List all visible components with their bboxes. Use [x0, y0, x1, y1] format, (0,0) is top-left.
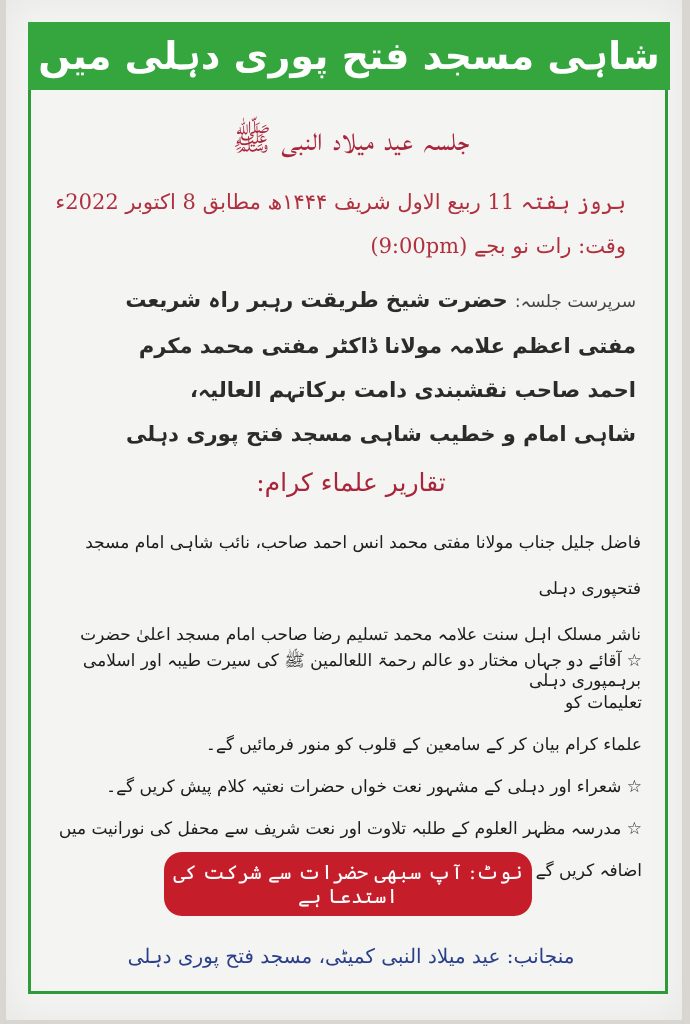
point-1-text: آقائے دو جہاں مختار دو عالم رحمۃ اللعالمین ﷺ کی سیرت طیبہ اور اسلامی تعلیمات کو: [82, 651, 642, 713]
star-icon: ☆: [626, 651, 642, 671]
event-title: جلسہ عید میلاد النبی ﷺ: [232, 120, 470, 158]
star-icon: ☆: [626, 777, 642, 797]
patron-line-3: احمد صاحب نقشبندی دامت برکاتہم العالیہ،: [189, 378, 636, 402]
poster: [6, 0, 682, 1020]
patron-line-1: [56, 278, 636, 324]
point-1: [52, 640, 642, 724]
star-icon: ☆: [626, 819, 642, 839]
talks-heading: تقاریر علماء کرام:: [256, 468, 446, 497]
event-date: بروز ہفتہ 11 ربیع الاول شریف ۱۴۴۴ھ مطابق 8 اکتوبر 2022ء: [55, 190, 626, 214]
patron-label: سرپرست جلسہ:: [514, 292, 636, 312]
header-banner: شاہی مسجد فتح پوری دہلی میں: [28, 22, 670, 90]
organizer-footer: منجانب: عید میلاد النبی کمیٹی، مسجد فتح پوری دہلی: [127, 944, 575, 968]
point-3: [52, 766, 642, 808]
point-3-text: شعراء اور دہلی کے مشہور نعت خواں حضرات نعتیہ کلام پیش کریں گے۔: [106, 777, 622, 797]
point-2: علماء کرام بیان کر کے سامعین کے قلوب کو منور فرمائیں گے۔: [205, 735, 642, 755]
event-time: وقت: رات نو بجے (9:00pm): [370, 234, 626, 258]
point-4-text: مدرسہ مظہر العلوم کے طلبہ تلاوت اور نعت شریف سے محفل کی نورانیت میں اضافہ کریں گے: [58, 819, 642, 881]
patron-line-4: شاہی امام و خطیب شاہی مسجد فتح پوری دہلی: [126, 422, 636, 446]
patron-line-2: مفتی اعظم علامہ مولانا ڈاکٹر مفتی محمد مکرم: [138, 334, 636, 358]
note-badge: نوٹ: آپ سبھی حضرات سے شرکت کی استدعا ہے: [164, 852, 532, 916]
patron-block: [56, 278, 636, 456]
speaker-2: ناشر مسلک اہل سنت علامہ محمد تسلیم رضا صاحب امام مسجد اعلیٰ حضرت برہمپوری دہلی: [80, 625, 641, 691]
speaker-1: فاضل جلیل جناب مولانا مفتی محمد انس احمد صاحب، نائب شاہی امام مسجد فتحپوری دہلی: [85, 533, 641, 599]
patron-text-1: حضرت شیخ طریقت رہبر راہ شریعت: [125, 288, 508, 312]
